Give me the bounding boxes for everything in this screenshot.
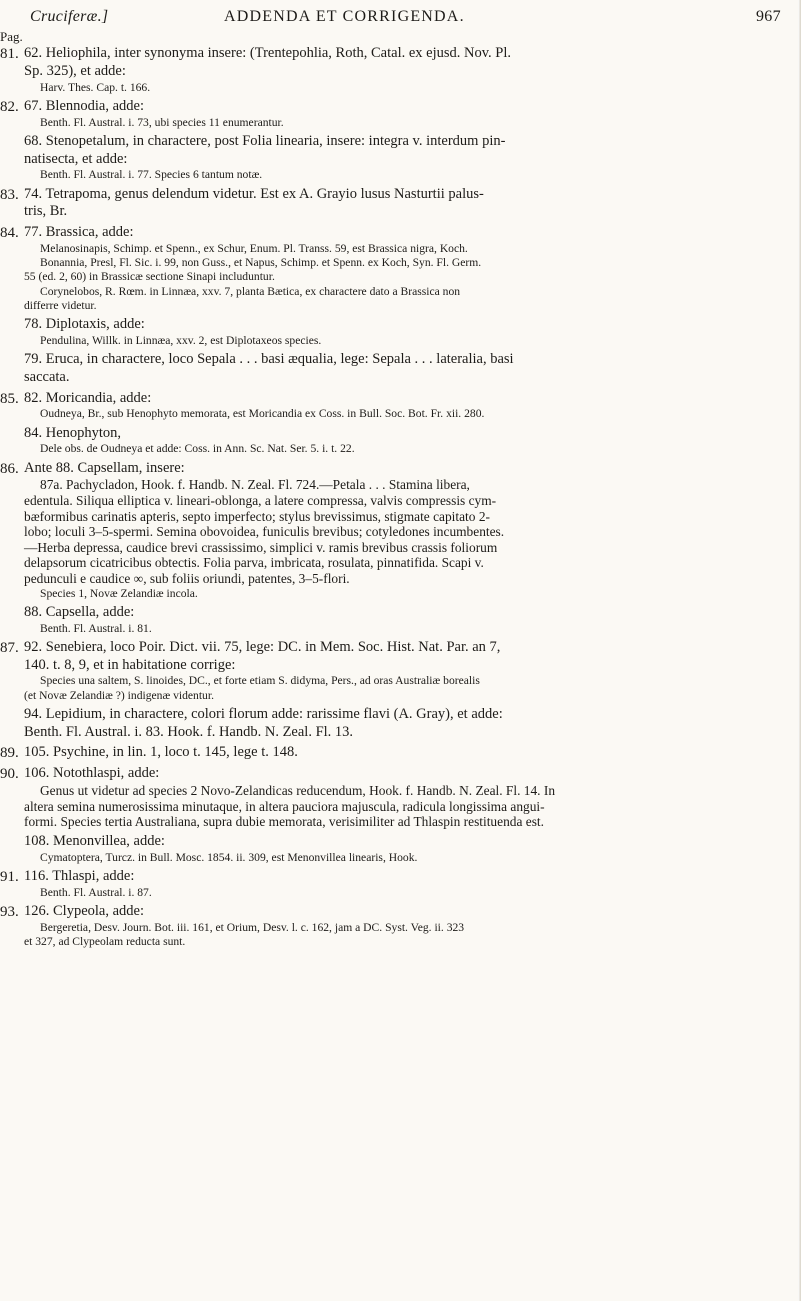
entry-line: [0, 524, 801, 540]
entry-line: [0, 689, 801, 703]
entry-text: —Herba depressa, caudice brevi crassissimo, simplici v. ramis brevibus crassis foliorum: [24, 539, 498, 555]
entry-line: [0, 814, 801, 830]
entry-text: Corynelobos, R. Rœm. in Linnæa, xxv. 7, planta Bætica, ex charactere dato a Brassica non: [40, 284, 461, 298]
entry-text: Sp. 325), et adde:: [24, 62, 126, 79]
running-head-family: Cruciferæ.]: [30, 8, 109, 25]
pag-reference: 87.: [0, 639, 19, 656]
entry-text: 82. Moricandia, adde:: [24, 389, 152, 406]
entry-line: [0, 460, 801, 478]
entry-line: [0, 98, 801, 116]
entry-line: [0, 851, 801, 865]
entry-text: delapsorum cicatricibus obtectis. Folia parva, imbricata, rosulata, pinnatifida. Scapi v.: [24, 555, 484, 571]
entry-text: formi. Species tertia Australiana, supra dubie memorata, verisimiliter ad Thlaspin restituenda est.: [24, 814, 544, 830]
entry-text: (et Novæ Zelandiæ ?) indigenæ videntur.: [24, 688, 214, 702]
pag-reference: 93.: [0, 903, 19, 920]
entry-line: [0, 744, 801, 762]
entry-text: 87a. Pachycladon, Hook. f. Handb. N. Zeal. Fl. 724.—Petala . . . Stamina libera,: [40, 477, 470, 493]
entry-text: Melanosinapis, Schimp. et Spenn., ex Schur, Enum. Pl. Transs. 59, est Brassica nigra, Koch.: [40, 241, 468, 255]
entry-text: 79. Eruca, in charactere, loco Sepala . . . basi æqualia, lege: Sepala . . . lateralia, basi: [24, 351, 514, 367]
entry-line: [0, 886, 801, 900]
entry-text: Benth. Fl. Austral. i. 87.: [40, 885, 152, 899]
entry-line: [0, 334, 801, 348]
entry-text: Benth. Fl. Austral. i. 77. Species 6 tantum notæ.: [40, 168, 263, 182]
entry-text: natisecta, et adde:: [24, 150, 128, 167]
entry-line: [0, 116, 801, 130]
entry-text: Genus ut videtur ad species 2 Novo-Zelandicas reducendum, Hook. f. Handb. N. Zeal. Fl. 14. In: [40, 782, 556, 798]
pag-reference: 84.: [0, 225, 19, 242]
entry-line: [0, 493, 801, 509]
entry-text: Harv. Thes. Cap. t. 166.: [40, 80, 151, 94]
entry-line: [0, 799, 801, 815]
running-head-title: ADDENDA ET CORRIGENDA.: [224, 8, 465, 25]
entry-line: [0, 765, 801, 783]
entry-text: 92. Senebiera, loco Poir. Dict. vii. 75, lege: DC. in Mem. Soc. Hist. Nat. Par. an 7,: [24, 638, 501, 655]
entry-line: [0, 921, 801, 935]
entry-line: [0, 407, 801, 421]
entry-line: [0, 351, 801, 369]
entry-text: Dele obs. de Oudneya et adde: Coss. in Ann. Sc. Nat. Ser. 5. i. t. 22.: [40, 442, 355, 456]
page-number: 967: [756, 8, 781, 25]
entry-text: 88. Capsella, adde:: [24, 603, 135, 620]
pag-reference: 83.: [0, 186, 19, 203]
entry-text: Species una saltem, S. linoides, DC., et forte etiam S. didyma, Pers., ad oras Australiæ borealis: [40, 674, 480, 688]
pag-reference: 81.: [0, 46, 19, 62]
entry-line: [0, 63, 801, 81]
entry-line: [0, 903, 801, 921]
entry-text: Cymatoptera, Turcz. in Bull. Mosc. 1854. ii. 309, est Menonvillea linearis, Hook.: [40, 850, 418, 864]
entry-line: [0, 935, 801, 949]
entry-text: Benth. Fl. Austral. i. 83. Hook. f. Handb. N. Zeal. Fl. 13.: [24, 723, 354, 740]
entry-text: Bergeretia, Desv. Journ. Bot. iii. 161, et Orium, Desv. l. c. 162, jam a DC. Syst. Veg. ii. 323: [40, 920, 465, 934]
entry-text: differre videtur.: [24, 298, 97, 312]
entry-text: pedunculi e caudice ∞, sub foliis oriundi, patentes, 3–5-flori.: [24, 570, 350, 586]
entry-line: [0, 168, 801, 182]
entry-text: 78. Diplotaxis, adde:: [24, 316, 145, 332]
entry-line: [0, 425, 801, 443]
entry-text: 105. Psychine, in lin. 1, loco t. 145, lege t. 148.: [24, 744, 298, 761]
entry-text: altera semina numerosissima minutaque, in altera pauciora majuscula, radicula longissima angui-: [24, 798, 545, 814]
pag-reference: 91.: [0, 868, 19, 885]
entry-text: 68. Stenopetalum, in charactere, post Folia linearia, insere: integra v. interdum pin-: [24, 132, 506, 149]
entry-text: 84. Henophyton,: [24, 424, 122, 441]
entry-text: 67. Blennodia, adde:: [24, 97, 145, 114]
entry-text: Oudneya, Br., sub Henophyto memorata, est Moricandia ex Coss. in Bull. Soc. Bot. Fr. xii. 280.: [40, 407, 485, 421]
entry-line: [0, 571, 801, 587]
entry-line: [0, 706, 801, 724]
pag-reference: 85.: [0, 390, 19, 407]
entry-text: Benth. Fl. Austral. i. 73, ubi species 11 enumerantur.: [40, 115, 284, 129]
entry-line: [0, 151, 801, 169]
entry-line: [0, 674, 801, 688]
entry-line: [0, 316, 801, 334]
entry-text: bæformibus carinatis apteris, septo imperfecto; stylus brevissimus, stigmate capitato 2-: [24, 508, 490, 524]
entry-line: [0, 639, 801, 657]
entry-text: 94. Lepidium, in charactere, colori florum adde: rarissime flavi (A. Gray), et adde:: [24, 705, 503, 722]
entry-line: [0, 256, 801, 270]
entry-text: 140. t. 8, 9, et in habitatione corrige:: [24, 656, 236, 673]
entry-line: [0, 203, 801, 221]
entry-text: lobo; loculi 3–5-spermi. Semina obovoidea, funiculis brevibus; cotyledones incumbentes.: [24, 524, 505, 540]
entry-text: 106. Notothlaspi, adde:: [24, 765, 160, 782]
entry-text: Species 1, Novæ Zelandiæ incola.: [40, 586, 198, 600]
entry-line: [0, 540, 801, 556]
entry-line: [0, 783, 801, 799]
entry-line: [0, 285, 801, 299]
entry-line: [0, 587, 801, 601]
entry-text: 62. Heliophila, inter synonyma insere: (Trentepohlia, Roth, Catal. ex ejusd. Nov. Pl.: [24, 45, 512, 61]
entry-text: saccata.: [24, 368, 70, 385]
entry-line: [0, 604, 801, 622]
entry-line: [0, 81, 801, 95]
entry-text: 77. Brassica, adde:: [24, 224, 134, 241]
entry-line: [0, 555, 801, 571]
pag-reference: 86.: [0, 460, 19, 477]
entry-line: [0, 299, 801, 313]
entry-text: 108. Menonvillea, adde:: [24, 832, 165, 849]
entry-text: tris, Br.: [24, 203, 68, 220]
entry-text: 126. Clypeola, adde:: [24, 902, 145, 919]
entries-list: [0, 45, 801, 949]
entry-line: [0, 369, 801, 387]
entry-line: [0, 224, 801, 242]
pag-column-label: Pag.: [0, 29, 23, 44]
entry-text: 116. Thlaspi, adde:: [24, 867, 135, 884]
entry-line: [0, 833, 801, 851]
entry-line: [0, 622, 801, 636]
entry-line: [0, 45, 801, 63]
pag-reference: 82.: [0, 98, 19, 115]
entry-line: [0, 477, 801, 493]
entry-line: [0, 868, 801, 886]
entry-text: Benth. Fl. Austral. i. 81.: [40, 621, 152, 635]
pag-reference: 90.: [0, 766, 19, 783]
entry-text: Bonannia, Presl, Fl. Sic. i. 99, non Guss., et Napus, Schimp. et Spenn. ex Koch, Syn. Fl. Germ.: [40, 256, 482, 270]
entry-line: [0, 442, 801, 456]
entry-text: Pendulina, Willk. in Linnæa, xxv. 2, est Diplotaxeos species.: [40, 333, 322, 347]
entry-text: et 327, ad Clypeolam reducta sunt.: [24, 934, 186, 948]
entry-text: 55 (ed. 2, 60) in Brassicæ sectione Sinapi includuntur.: [24, 270, 275, 284]
entry-line: [0, 509, 801, 525]
entry-line: [0, 270, 801, 284]
entry-text: 74. Tetrapoma, genus delendum videtur. Est ex A. Grayio lusus Nasturtii palus-: [24, 185, 484, 202]
entry-line: [0, 724, 801, 742]
entry-line: [0, 390, 801, 408]
pag-reference: 89.: [0, 745, 19, 762]
entry-text: Ante 88. Capsellam, insere:: [24, 459, 185, 476]
entry-line: [0, 242, 801, 256]
entry-line: [0, 657, 801, 675]
entry-line: [0, 186, 801, 204]
entry-line: [0, 133, 801, 151]
entry-text: edentula. Siliqua elliptica v. lineari-oblonga, a latere compressa, valvis compressis cym-: [24, 492, 497, 508]
